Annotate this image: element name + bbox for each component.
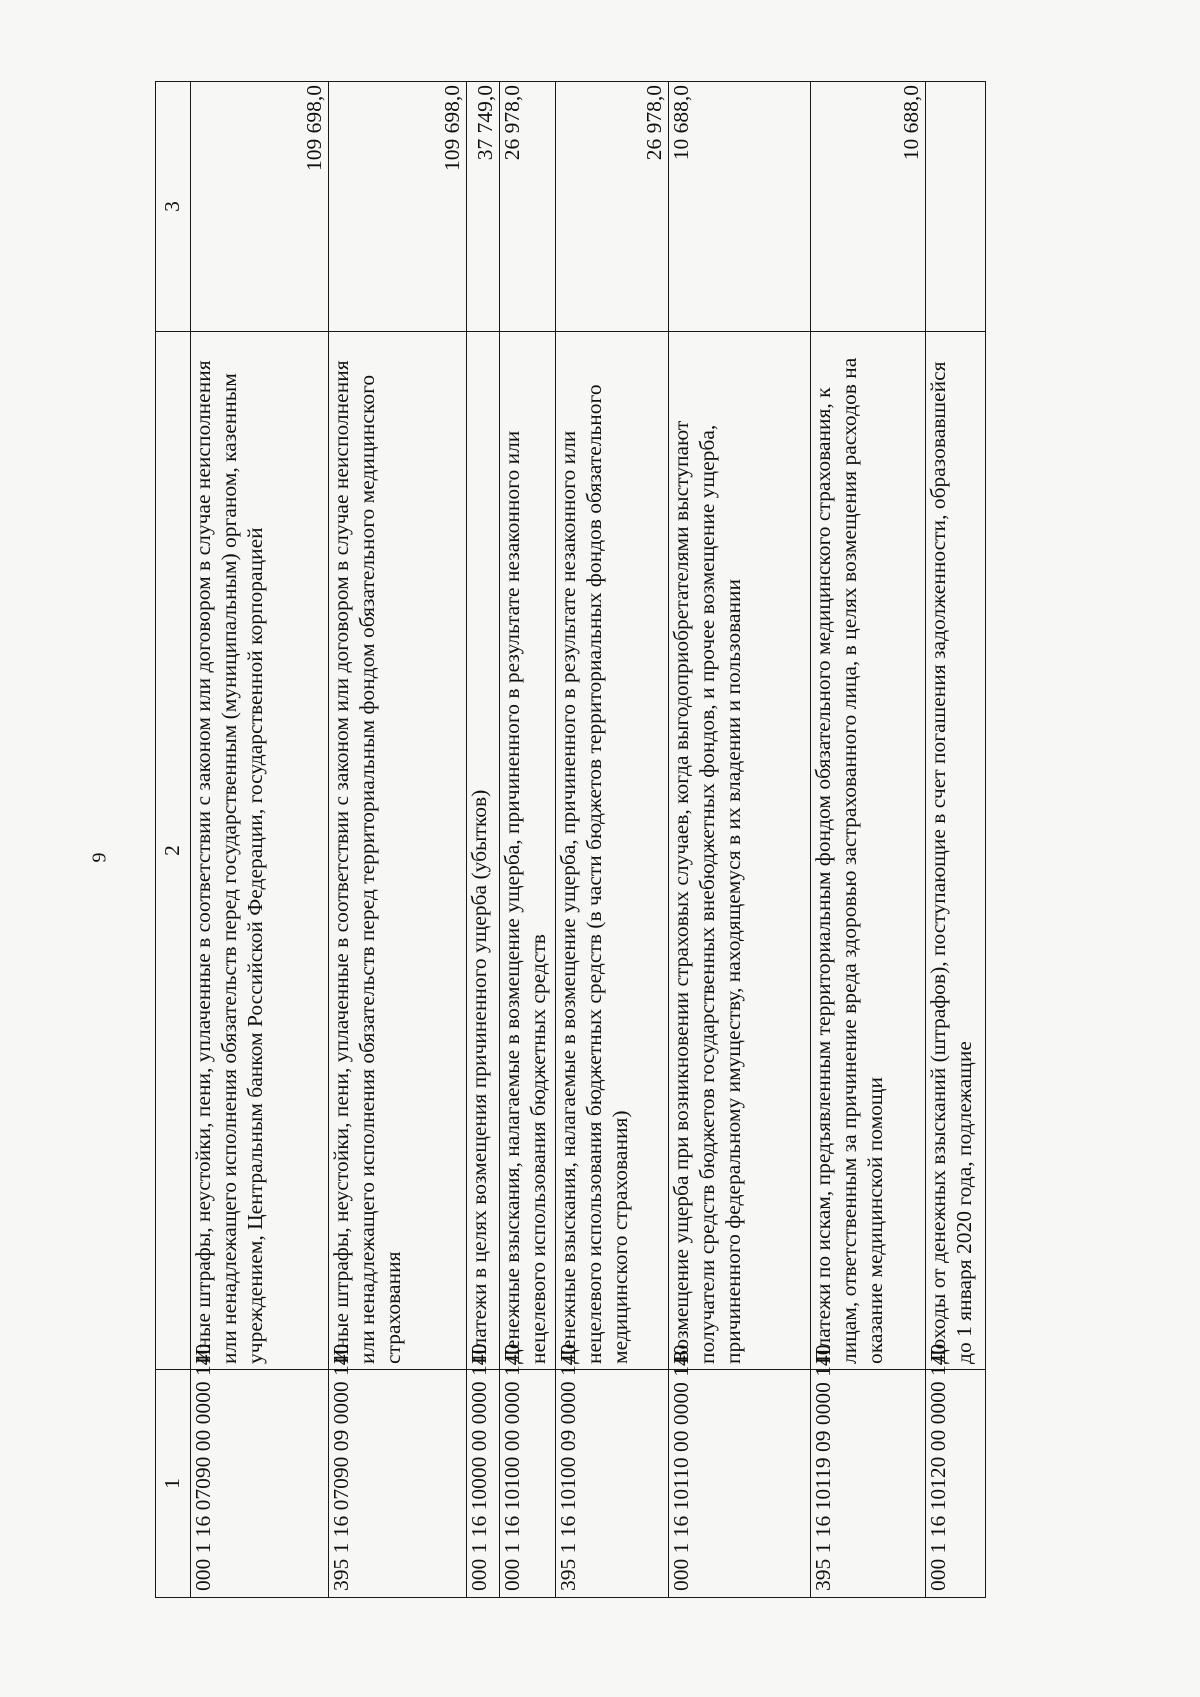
row-value: 26 978,0 xyxy=(500,82,556,332)
row-description: Платежи по искам, предъявленным территориальным фондом обязательного медицинского страхования, к лицам, ответственным за причинение вреда здоровью застрахованного лица, в целях возмещения расходов на оказание медицинской помощи xyxy=(811,332,926,1370)
table-row xyxy=(467,82,500,1598)
column-header-2: 2 xyxy=(156,332,191,1370)
column-header-3: 3 xyxy=(156,82,191,332)
table-row xyxy=(500,82,556,1598)
row-code: 395 1 16 10100 09 0000 140 xyxy=(556,1370,669,1598)
row-code: 000 1 16 10000 00 0000 140 xyxy=(467,1370,500,1598)
row-code: 000 1 16 10100 00 0000 140 xyxy=(500,1370,556,1598)
row-code: 000 1 16 07090 00 0000 140 xyxy=(191,1370,329,1598)
row-value: 10 688,0 xyxy=(811,82,926,332)
table-row xyxy=(191,82,329,1598)
row-code: 000 1 16 10110 00 0000 140 xyxy=(669,1370,811,1598)
row-value: 109 698,0 xyxy=(329,82,467,332)
table-row xyxy=(556,82,669,1598)
row-description: Доходы от денежных взысканий (штрафов), поступающие в счет погашения задолженности, образовавшейся до 1 января 2020 года, подлежащие xyxy=(926,332,986,1370)
row-description: Иные штрафы, неустойки, пени, уплаченные в соответствии с законом или договором в случае неисполнения или ненадлежащего исполнения обязательств перед государственным (муниципальным) органом, казенным учреждением, Центральным банком Российской Федерации, государственной корпорацией xyxy=(191,332,329,1370)
row-code: 395 1 16 07090 09 0000 140 xyxy=(329,1370,467,1598)
table-header-row xyxy=(156,82,191,1598)
table-row xyxy=(669,82,811,1598)
row-description: Денежные взыскания, налагаемые в возмещение ущерба, причиненного в результате незаконного или нецелевого использования бюджетных средств xyxy=(500,332,556,1370)
row-code: 000 1 16 10120 00 0000 140 xyxy=(926,1370,986,1598)
revenue-table xyxy=(155,81,986,1598)
row-description: Возмещение ущерба при возникновении страховых случаев, когда выгодоприобретателями выступают получатели средств бюджетов государственных внебюджетных фондов, и прочее возмещение ущерба, причиненного федеральному имуществу, находящемуся в их владении и пользовании xyxy=(669,332,811,1370)
row-description: Денежные взыскания, налагаемые в возмещение ущерба, причиненного в результате незаконного или нецелевого использования бюджетных средств (в части бюджетов территориальных фондов обязательного медицинского страхования) xyxy=(556,332,669,1370)
row-value: 26 978,0 xyxy=(556,82,669,332)
row-value: 10 688,0 xyxy=(669,82,811,332)
page-number: 9 xyxy=(88,852,111,863)
table-row xyxy=(926,82,986,1598)
row-value: 37 749,0 xyxy=(467,82,500,332)
row-value: 109 698,0 xyxy=(191,82,329,332)
row-description: Платежи в целях возмещения причиненного ущерба (убытков) xyxy=(467,332,500,1370)
row-value xyxy=(926,82,986,332)
row-description: Иные штрафы, неустойки, пени, уплаченные в соответствии с законом или договором в случае неисполнения или ненадлежащего исполнения обязательств перед территориальным фондом обязательного медицинского страхования xyxy=(329,332,467,1370)
row-code: 395 1 16 10119 09 0000 140 xyxy=(811,1370,926,1598)
column-header-1: 1 xyxy=(156,1370,191,1598)
table-row xyxy=(329,82,467,1598)
rotated-table-container xyxy=(155,82,1008,1598)
table-row xyxy=(811,82,926,1598)
